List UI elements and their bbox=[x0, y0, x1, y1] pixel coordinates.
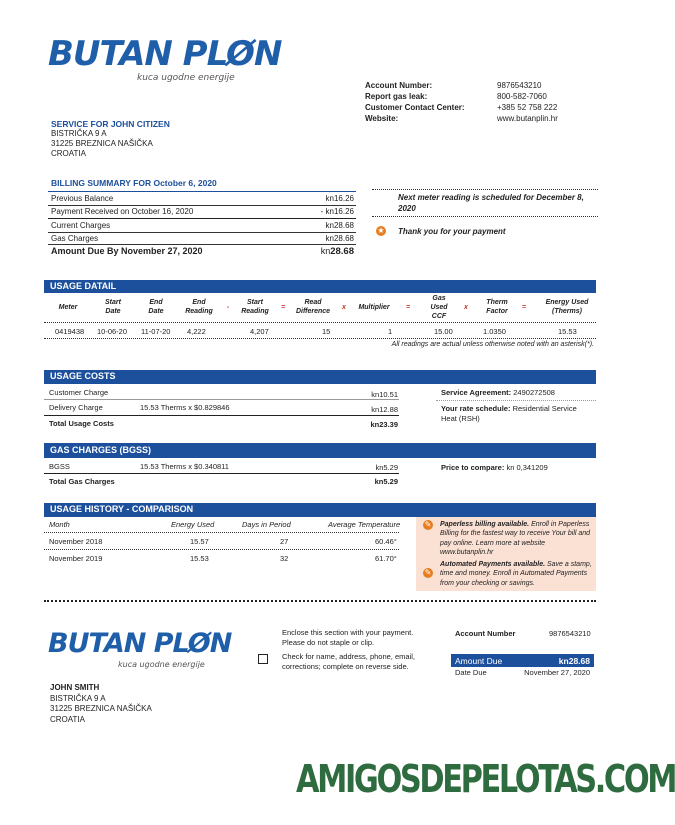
contact-center-label: Customer Contact Center: bbox=[365, 103, 465, 112]
divider bbox=[372, 189, 598, 190]
col-multiplier: Multiplier bbox=[358, 304, 390, 311]
operator-times: x bbox=[464, 304, 468, 311]
divider bbox=[48, 191, 356, 192]
usage-gas-used: 15.00 bbox=[434, 327, 453, 336]
paperless-promo bbox=[440, 520, 592, 558]
divider bbox=[44, 338, 596, 339]
amount-due-currency: kn bbox=[320, 246, 331, 256]
col-end-reading: End Reading bbox=[185, 299, 213, 315]
delivery-charge-value: kn12.88 bbox=[371, 405, 398, 414]
website-link[interactable]: www.butanplin.hr bbox=[497, 114, 558, 123]
summary-label: Previous Balance bbox=[51, 194, 114, 203]
summary-row bbox=[51, 207, 354, 216]
divider bbox=[48, 218, 356, 219]
operator-equals: = bbox=[280, 304, 286, 311]
summary-label: Current Charges bbox=[51, 221, 111, 230]
history-temp: 61.70° bbox=[375, 554, 397, 563]
divider bbox=[48, 205, 356, 206]
usage-history-header: USAGE HISTORY - COMPARISON bbox=[44, 503, 596, 517]
usage-costs-header: USAGE COSTS bbox=[44, 370, 596, 384]
divider bbox=[44, 549, 399, 550]
history-month: November 2018 bbox=[49, 537, 103, 546]
col-therm-factor: Therm Factor bbox=[486, 299, 508, 315]
agreement-label: Service Agreement: bbox=[441, 388, 512, 397]
account-info bbox=[365, 81, 605, 125]
history-col-month: Month bbox=[49, 520, 70, 529]
star-icon: ★ bbox=[377, 226, 385, 235]
agreement-value: 2490272508 bbox=[513, 388, 555, 397]
col-energy-used: Energy Used (Therms) bbox=[545, 299, 589, 315]
customer-address-line: 31225 BREZNICA NAŠIČKA bbox=[51, 139, 153, 148]
summary-value: kn28.68 bbox=[325, 221, 354, 230]
summary-row bbox=[51, 234, 354, 243]
usage-multiplier: 1 bbox=[388, 327, 393, 336]
divider bbox=[44, 322, 596, 323]
stub-logo: BUTAN PLØN bbox=[48, 628, 232, 659]
service-for-title: SERVICE FOR JOHN CITIZEN bbox=[51, 119, 170, 129]
stub-address-line: CROATIA bbox=[50, 714, 85, 724]
usage-start-reading: 4,207 bbox=[250, 327, 269, 336]
customer-block bbox=[51, 119, 170, 159]
usage-footnote: All readings are actual unless otherwise noted with an asterisk(*). bbox=[391, 341, 594, 348]
history-days: 27 bbox=[280, 537, 289, 546]
logo-tagline: kuca ugodne energije bbox=[137, 73, 235, 83]
billing-summary-title: BILLING SUMMARY FOR October 6, 2020 bbox=[51, 178, 217, 188]
account-number-label: Account Number: bbox=[365, 81, 433, 90]
history-energy: 15.53 bbox=[190, 554, 209, 563]
summary-row bbox=[51, 194, 354, 203]
operator-equals: = bbox=[521, 304, 527, 311]
usage-end-date: 11-07-20 bbox=[141, 327, 171, 336]
price-label: Price to compare: bbox=[441, 463, 505, 472]
account-number-value: 9876543210 bbox=[497, 81, 542, 90]
history-temp: 60.46° bbox=[375, 537, 397, 546]
divider bbox=[436, 400, 596, 401]
total-gas-value: kn5.29 bbox=[374, 477, 398, 486]
info-icon: ✎ bbox=[424, 520, 432, 529]
stub-customer bbox=[50, 683, 152, 725]
divider bbox=[44, 473, 399, 474]
col-gas-used: Gas Used CCF bbox=[430, 295, 448, 320]
history-col-energy: Energy Used bbox=[171, 520, 215, 529]
tear-line bbox=[44, 600, 596, 602]
delivery-charge-label: Delivery Charge bbox=[49, 403, 103, 412]
amount-due-label: Amount Due By November 27, 2020 bbox=[51, 246, 203, 256]
col-start-date: Start Date bbox=[105, 299, 121, 315]
gas-leak-label: Report gas leak: bbox=[365, 92, 428, 101]
usage-read-difference: 15 bbox=[322, 327, 331, 336]
enclose-instructions: Enclose this section with your payment. Please do not staple or clip. bbox=[282, 628, 414, 647]
rate-label: Your rate schedule: bbox=[441, 404, 511, 413]
gas-charges-header: GAS CHARGES (BGSS) bbox=[44, 443, 596, 458]
customer-address-line: CROATIA bbox=[51, 149, 86, 158]
watermark-text: AMIGOSDEPELOTAS.COM bbox=[296, 757, 675, 801]
summary-value: kn16.26 bbox=[325, 194, 354, 203]
service-agreement bbox=[441, 388, 555, 397]
total-usage-label: Total Usage Costs bbox=[49, 419, 114, 428]
auto-pay-promo bbox=[440, 560, 592, 588]
auto-pay-text: Save a stamp, time and money. Enroll in Automated Payments from your checking or savings. bbox=[440, 561, 592, 587]
total-gas-label: Total Gas Charges bbox=[49, 477, 115, 486]
stub-tagline: kuca ugodne energije bbox=[118, 660, 205, 669]
operator-times: x bbox=[342, 304, 346, 311]
stub-date-value: November 27, 2020 bbox=[524, 668, 590, 677]
usage-therm-factor: 1.0350 bbox=[483, 327, 506, 336]
amount-due-value: 28.68 bbox=[330, 246, 354, 257]
customer-charge-label: Customer Charge bbox=[49, 388, 109, 397]
divider bbox=[372, 216, 598, 217]
stub-account-value: 9876543210 bbox=[549, 629, 591, 638]
summary-value: kn28.68 bbox=[325, 234, 354, 243]
paperless-text: Enroll in Paperless Billing for the fastest way to receive Your bill and pay online. Learn more at website www.butanplin.hr bbox=[440, 521, 591, 557]
paperless-title: Paperless billing available. bbox=[440, 521, 530, 528]
summary-label: Payment Received on October 16, 2020 bbox=[51, 207, 194, 216]
thank-you-notice: Thank you for your payment bbox=[398, 227, 506, 236]
stub-address-line: 31225 BREZNICA NAŠIČKA bbox=[50, 704, 152, 713]
usage-energy-used: 15.53 bbox=[558, 327, 577, 336]
total-usage-value: kn23.39 bbox=[370, 420, 398, 429]
website-label: Website: bbox=[365, 114, 399, 123]
history-days: 32 bbox=[280, 554, 289, 563]
bgss-label: BGSS bbox=[49, 462, 70, 471]
divider bbox=[44, 415, 399, 416]
history-month: November 2019 bbox=[49, 554, 103, 563]
stub-amount-label: Amount Due bbox=[455, 656, 503, 666]
history-energy: 15.57 bbox=[190, 537, 209, 546]
stub-amount-value: kn28.68 bbox=[558, 656, 590, 666]
history-col-days: Days in Period bbox=[242, 520, 291, 529]
customer-charge-value: kn10.51 bbox=[371, 390, 398, 399]
customer-address-line: BISTRIČKA 9 A bbox=[51, 129, 107, 138]
summary-label: Gas Charges bbox=[51, 234, 99, 243]
info-icon: ✎ bbox=[424, 568, 432, 577]
bgss-value: kn5.29 bbox=[375, 463, 398, 472]
usage-detail-header: USAGE DATAIL bbox=[44, 280, 596, 293]
history-col-temp: Average Temperature bbox=[328, 520, 401, 529]
company-logo: BUTAN PLØN bbox=[48, 34, 282, 74]
divider bbox=[44, 532, 399, 533]
stub-address-line: BISTRIČKA 9 A bbox=[50, 693, 106, 703]
price-to-compare bbox=[441, 463, 548, 472]
col-end-date: End Date bbox=[148, 299, 164, 315]
amount-due-row bbox=[51, 246, 354, 257]
divider bbox=[48, 244, 356, 245]
stub-account-label: Account Number bbox=[455, 629, 516, 638]
divider bbox=[44, 399, 399, 400]
col-start-reading: Start Reading bbox=[241, 299, 269, 315]
rate-value: Residential Service Heat (RSH) bbox=[441, 404, 577, 423]
delivery-charge-detail: 15.53 Therms x $0.829846 bbox=[140, 403, 230, 412]
col-meter: Meter bbox=[58, 304, 78, 311]
stub-date-label: Date Due bbox=[455, 668, 487, 677]
corrections-checkbox[interactable] bbox=[258, 654, 268, 664]
gas-leak-value: 800-582-7060 bbox=[497, 92, 547, 101]
summary-value: - kn16.26 bbox=[320, 207, 354, 216]
contact-center-value: +385 52 758 222 bbox=[497, 103, 558, 112]
auto-pay-title: Automated Payments available. bbox=[440, 561, 546, 568]
operator-equals: = bbox=[405, 304, 411, 311]
usage-start-date: 10-06-20 bbox=[97, 327, 128, 336]
divider bbox=[48, 232, 356, 233]
usage-meter: 0419438 bbox=[55, 327, 85, 336]
col-read-difference: Read Difference bbox=[295, 299, 331, 315]
price-value: kn 0,341209 bbox=[506, 463, 548, 472]
corrections-text: Check for name, address, phone, email, corrections; complete on reverse side. bbox=[282, 652, 415, 671]
summary-row bbox=[51, 221, 354, 230]
stub-name: JOHN SMITH bbox=[50, 683, 100, 692]
bgss-detail: 15.53 Therms x $0.340811 bbox=[140, 462, 229, 471]
next-reading-notice: Next meter reading is scheduled for December 8, 2020 bbox=[398, 193, 584, 213]
rate-schedule bbox=[441, 404, 591, 424]
usage-end-reading: 4,222 bbox=[187, 327, 206, 336]
operator-minus: - bbox=[226, 304, 230, 311]
